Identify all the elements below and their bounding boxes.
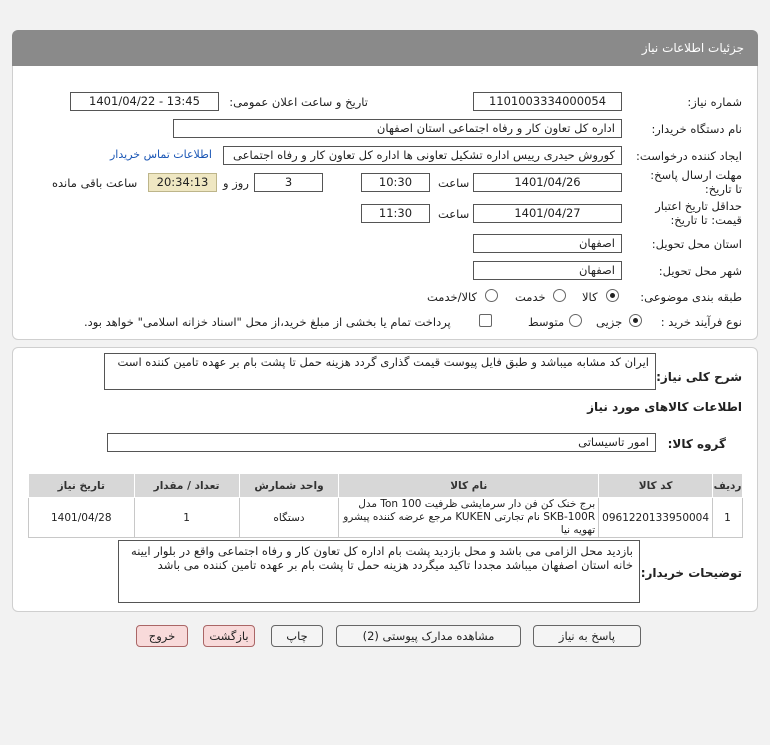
- cell-code: 0961220133950004: [599, 498, 713, 538]
- category-radio-service[interactable]: [553, 289, 566, 302]
- col-index: ردیف: [713, 474, 743, 498]
- category-radio-goods[interactable]: [606, 289, 619, 302]
- cell-qty: 1: [134, 498, 239, 538]
- buyer-notes-label: توضیحات خریدار:: [640, 566, 742, 580]
- goods-table: [28, 473, 743, 538]
- attachments-button[interactable]: مشاهده مدارک پیوستی (2): [336, 625, 521, 647]
- payment-note: پرداخت تمام یا بخشی از مبلغ خرید،از محل "اسناد خزانه اسلامی" خواهد بود.: [84, 315, 451, 329]
- cell-name: برج خنک کن فن دار سرمایشی ظرفیت 100 Ton مدل SKB-100R نام تجارتی KUKEN مرجع عرضه کننده پیشرو تهویه نیا: [339, 498, 599, 538]
- process-option-medium: متوسط: [528, 315, 565, 329]
- category-option-both: کالا/خدمت: [427, 290, 478, 304]
- send-time-field: 10:30: [361, 173, 430, 192]
- need-number-field: 1101003334000054: [473, 92, 622, 111]
- category-option-goods: کالا: [582, 290, 598, 304]
- process-radio-minor[interactable]: [629, 314, 642, 327]
- col-date: تاریخ نیاز: [29, 474, 135, 498]
- category-label: طبقه بندی موضوعی:: [640, 290, 742, 304]
- col-name: نام کالا: [339, 474, 599, 498]
- page-header: [12, 30, 758, 66]
- validity-date-field: 1401/04/27: [473, 204, 622, 223]
- print-button[interactable]: چاپ: [271, 625, 323, 647]
- col-qty: تعداد / مقدار: [134, 474, 239, 498]
- creator-label: ایجاد کننده درخواست:: [636, 149, 742, 163]
- back-button[interactable]: بازگشت: [203, 625, 255, 647]
- col-code: کد کالا: [599, 474, 713, 498]
- validity-time-field: 11:30: [361, 204, 430, 223]
- page-title: جزئیات اطلاعات نیاز: [641, 41, 744, 55]
- description-field: ایران کد مشابه میباشد و طبق فایل پیوست قیمت گذاری گردد هزینه حمل تا پشت بام بر عهده تامین کننده است: [104, 353, 656, 390]
- announce-field: 1401/04/22 - 13:45: [70, 92, 219, 111]
- contact-buyer-link[interactable]: اطلاعات تماس خریدار: [110, 148, 212, 161]
- col-unit: واحد شمارش: [239, 474, 339, 498]
- send-time-label: ساعت: [438, 176, 470, 190]
- process-label: نوع فرآیند خرید :: [660, 315, 742, 329]
- reply-button[interactable]: پاسخ به نیاز: [533, 625, 641, 647]
- province-field: اصفهان: [473, 234, 622, 253]
- days-field: 3: [254, 173, 323, 192]
- city-label: شهر محل تحویل:: [658, 264, 742, 278]
- send-date-field: 1401/04/26: [473, 173, 622, 192]
- remaining-label: ساعت باقی مانده: [52, 176, 138, 190]
- days-label: روز و: [223, 176, 249, 190]
- buyer-notes-field: بازدید محل الزامی می باشد و محل بازدید پشت بام اداره کل تعاون کار و رفاه اجتماعی واقع در بلوار ایینه خانه استان اصفهان میباشد مجددا تاکید میگردد هزینه حمل تا پشت بام بر عهده تامین کننده می باشد: [118, 540, 640, 603]
- announce-label: تاریخ و ساعت اعلان عمومی:: [229, 95, 368, 109]
- process-radio-medium[interactable]: [569, 314, 582, 327]
- validity-label: حداقل تاریخ اعتبار قیمت: تا تاریخ:: [655, 199, 742, 227]
- category-option-service: خدمت: [515, 290, 546, 304]
- cell-date: 1401/04/28: [29, 498, 135, 538]
- goods-section-title: اطلاعات کالاهای مورد نیاز: [587, 400, 742, 414]
- goods-group-label: گروه کالا:: [667, 437, 726, 451]
- description-label: شرح کلی نیاز:: [656, 370, 742, 384]
- validity-time-label: ساعت: [438, 207, 470, 221]
- exit-button[interactable]: خروج: [136, 625, 188, 647]
- buyer-label: نام دستگاه خریدار:: [651, 122, 742, 136]
- process-option-minor: جزیی: [596, 315, 623, 329]
- treasury-checkbox[interactable]: [479, 314, 492, 327]
- send-deadline-label: مهلت ارسال پاسخ: تا تاریخ:: [650, 168, 742, 196]
- need-number-label: شماره نیاز:: [687, 95, 742, 109]
- table-row[interactable]: [29, 498, 743, 538]
- cell-index: 1: [713, 498, 743, 538]
- cell-unit: دستگاه: [239, 498, 339, 538]
- buyer-field: اداره کل تعاون کار و رفاه اجتماعی استان اصفهان: [173, 119, 622, 138]
- creator-field: کوروش حیدری رییس اداره تشکیل تعاونی ها اداره کل تعاون کار و رفاه اجتماعی: [223, 146, 622, 165]
- goods-group-field: امور تاسیساتی: [107, 433, 656, 452]
- province-label: استان محل تحویل:: [651, 237, 742, 251]
- category-radio-both[interactable]: [485, 289, 498, 302]
- remaining-time-field: 20:34:13: [148, 173, 217, 192]
- city-field: اصفهان: [473, 261, 622, 280]
